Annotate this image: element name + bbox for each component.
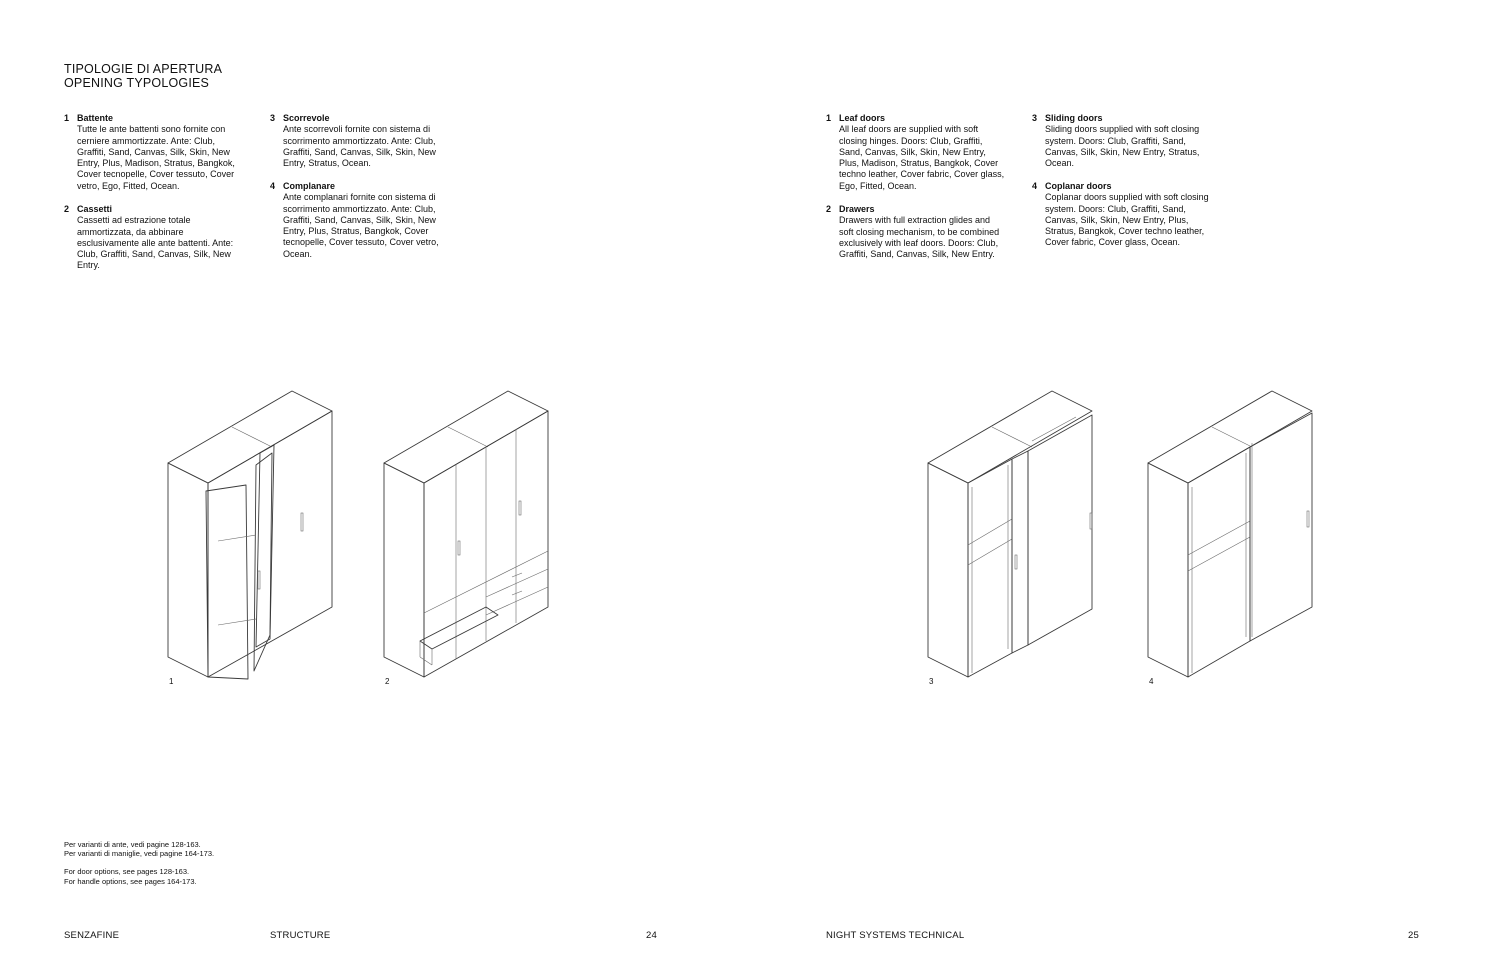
item-description: All leaf doors are supplied with soft closing hinges. Doors: Club, Graffiti, Sand, Canvas, Silk, Skin, New Entry, Plus, Madison, Stratus, Bangkok, Cover techno leather, Cover fabric, Cover glass, Ego, Fitted, Ocean. bbox=[839, 124, 1005, 191]
title-italian: TIPOLOGIE DI APERTURA bbox=[64, 62, 223, 76]
item-battente bbox=[64, 113, 244, 192]
item-number: 1 bbox=[64, 113, 70, 123]
item-heading: Scorrevole bbox=[283, 113, 330, 123]
title-english: OPENING TYPOLOGIES bbox=[64, 76, 210, 90]
item-number: 2 bbox=[64, 204, 70, 214]
item-description: Ante complanari fornite con sistema di scorrimento ammortizzato. Ante: Club, Graffiti, Sand, Canvas, Silk, Skin, New Entry, Plus, Stratus, Bangkok, Cover tecnopelle, Cover tessuto, Cover vetro, Ocean. bbox=[283, 192, 439, 259]
note-handle-options-en: For handle options, see pages 164-173. bbox=[64, 876, 197, 886]
figure-number: 3 bbox=[929, 677, 934, 686]
footer-page-right: 25 bbox=[1408, 930, 1419, 941]
item-description: Sliding doors supplied with soft closing system. Doors: Club, Graffiti, Sand, Canvas, Silk, Skin, New Entry, Stratus, Ocean. bbox=[1045, 124, 1200, 169]
page-references bbox=[64, 840, 214, 895]
page-title bbox=[64, 62, 222, 90]
figure-hinged-wardrobe bbox=[160, 385, 345, 685]
figure-coplanar-wardrobe bbox=[1140, 385, 1325, 685]
item-description: Cassetti ad estrazione totale ammortizzata, da abbinare esclusivamente alle ante battenti. Ante: Club, Graffiti, Sand, Canvas, Silk, New Entry. bbox=[77, 215, 234, 271]
item-number: 4 bbox=[270, 181, 276, 191]
item-description: Coplanar doors supplied with soft closing system. Doors: Club, Graffiti, Sand, Canvas, Silk, Skin, New Entry, Plus, Stratus, Bangkok, Cover techno leather, Cover fabric, Cover glass, Ocean. bbox=[1045, 192, 1209, 248]
item-heading: Drawers bbox=[839, 204, 875, 214]
item-number: 2 bbox=[826, 204, 832, 214]
item-heading: Battente bbox=[77, 113, 114, 123]
figure-number: 2 bbox=[385, 677, 390, 686]
item-complanare bbox=[270, 181, 450, 260]
item-description: Tutte le ante battenti sono fornite con cerniere ammortizzate. Ante: Club, Graffiti, Sand, Canvas, Silk, Skin, New Entry, Plus, Madison, Stratus, Bangkok, Cover tecnopelle, Cover tessuto, Cover vetro, Ego, Fitted, Ocean. bbox=[77, 124, 235, 191]
note-handle-options-it: Per varianti di maniglie, vedi pagine 164-173. bbox=[64, 849, 215, 859]
item-number: 4 bbox=[1032, 181, 1038, 191]
figure-number: 1 bbox=[169, 677, 174, 686]
item-scorrevole bbox=[270, 113, 450, 169]
note-door-options-en: For door options, see pages 128-163. bbox=[64, 867, 190, 877]
footer-section-right: NIGHT SYSTEMS TECHNICAL bbox=[826, 930, 965, 941]
footer-page-left: 24 bbox=[646, 930, 657, 941]
item-heading: Cassetti bbox=[77, 204, 113, 214]
footer-brand: SENZAFINE bbox=[64, 930, 120, 941]
note-door-options-it: Per varianti di ante, vedi pagine 128-163. bbox=[64, 840, 201, 849]
item-number: 3 bbox=[270, 113, 276, 123]
figure-number: 4 bbox=[1149, 677, 1154, 686]
item-number: 1 bbox=[826, 113, 832, 123]
item-sliding-doors bbox=[1032, 113, 1212, 169]
item-description: Ante scorrevoli fornite con sistema di scorrimento ammortizzato. Ante: Club, Graffiti, Sand, Canvas, Silk, Skin, New Entry, Stratus, Ocean. bbox=[283, 124, 436, 169]
item-heading: Leaf doors bbox=[839, 113, 886, 123]
item-heading: Coplanar doors bbox=[1045, 181, 1112, 191]
figure-drawer-wardrobe bbox=[376, 385, 561, 685]
item-cassetti bbox=[64, 204, 244, 272]
figure-sliding-wardrobe bbox=[920, 385, 1105, 685]
item-drawers bbox=[826, 204, 1006, 260]
item-heading: Complanare bbox=[283, 181, 336, 191]
item-number: 3 bbox=[1032, 113, 1038, 123]
item-leaf-doors bbox=[826, 113, 1006, 192]
item-coplanar-doors bbox=[1032, 181, 1212, 249]
item-description: Drawers with full extraction glides and soft closing mechanism, to be combined exclusively with leaf doors. Doors: Club, Graffiti, Sand, Canvas, Silk, New Entry. bbox=[839, 215, 1000, 260]
item-heading: Sliding doors bbox=[1045, 113, 1103, 123]
footer-section-left: STRUCTURE bbox=[270, 930, 331, 941]
